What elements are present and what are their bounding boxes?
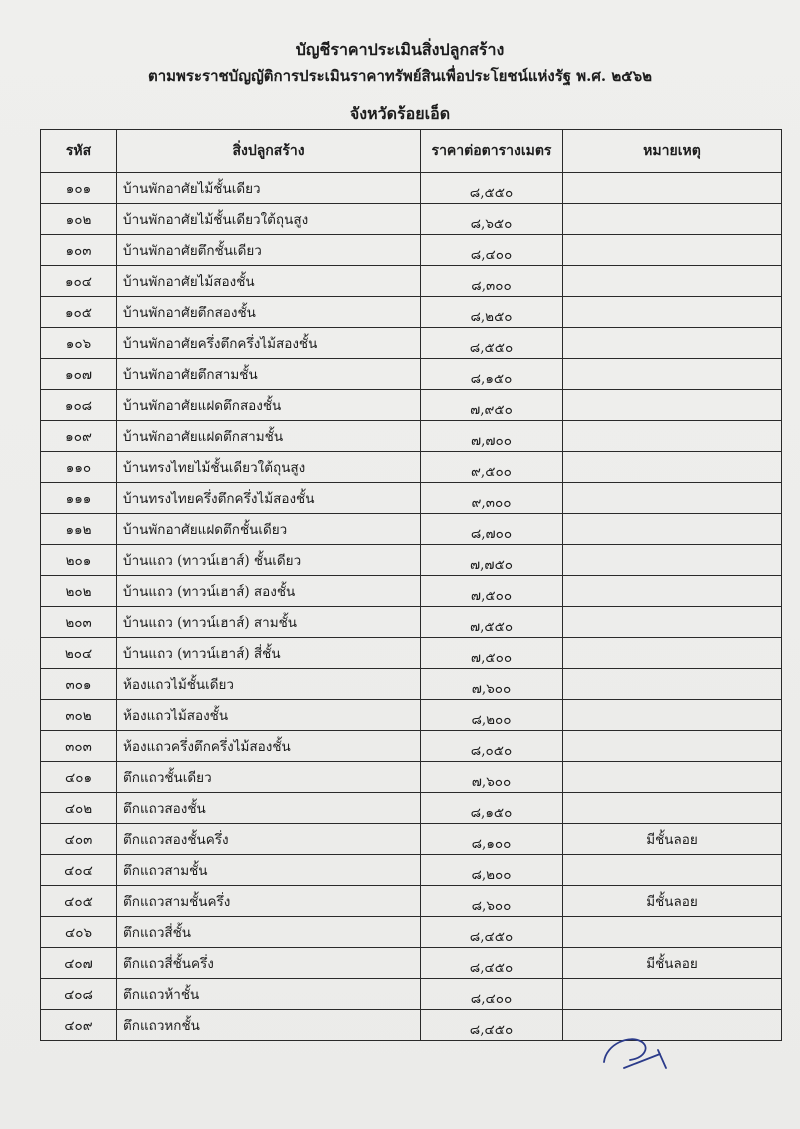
row-note — [563, 452, 782, 483]
table-header-row — [41, 130, 782, 173]
row-note — [563, 731, 782, 762]
row-price: ๘,๕๕๐ — [421, 328, 563, 359]
row-price: ๙,๕๐๐ — [421, 452, 563, 483]
row-note — [563, 607, 782, 638]
row-building-name: บ้านพักอาศัยตึกสองชั้น — [117, 297, 421, 328]
column-header-price: ราคาต่อตารางเมตร — [421, 130, 563, 173]
table-row — [41, 700, 782, 731]
table-row — [41, 948, 782, 979]
row-note — [563, 235, 782, 266]
row-code: ๒๐๑ — [41, 545, 117, 576]
row-code: ๑๐๔ — [41, 266, 117, 297]
row-building-name: ห้องแถวครึ่งตึกครึ่งไม้สองชั้น — [117, 731, 421, 762]
document-subtitle: ตามพระราชบัญญัติการประเมินราคาทรัพย์สินเพื่อประโยชน์แห่งรัฐ พ.ศ. ๒๕๖๒ — [147, 67, 653, 85]
row-note: มีชั้นลอย — [563, 886, 782, 917]
row-note: มีชั้นลอย — [563, 948, 782, 979]
row-code: ๑๐๓ — [41, 235, 117, 266]
table-row — [41, 328, 782, 359]
row-note — [563, 638, 782, 669]
row-note: มีชั้นลอย — [563, 824, 782, 855]
table-row — [41, 793, 782, 824]
table-row — [41, 173, 782, 204]
row-code: ๒๐๓ — [41, 607, 117, 638]
row-price: ๘,๓๐๐ — [421, 266, 563, 297]
row-price: ๗,๖๐๐ — [421, 762, 563, 793]
row-note — [563, 669, 782, 700]
row-price: ๘,๔๕๐ — [421, 917, 563, 948]
row-price: ๘,๔๕๐ — [421, 948, 563, 979]
row-note — [563, 483, 782, 514]
table-row — [41, 452, 782, 483]
table-row — [41, 235, 782, 266]
row-code: ๑๐๑ — [41, 173, 117, 204]
row-price: ๗,๙๕๐ — [421, 390, 563, 421]
table-row — [41, 669, 782, 700]
row-building-name: ตึกแถวสามชั้นครึ่ง — [117, 886, 421, 917]
signature-mark — [600, 1028, 680, 1072]
row-building-name: ตึกแถวห้าชั้น — [117, 979, 421, 1010]
row-note — [563, 793, 782, 824]
row-code: ๔๐๘ — [41, 979, 117, 1010]
table-row — [41, 266, 782, 297]
table-row — [41, 576, 782, 607]
table-row — [41, 421, 782, 452]
row-building-name: บ้านทรงไทยไม้ชั้นเดียวใต้ถุนสูง — [117, 452, 421, 483]
row-building-name: บ้านพักอาศัยไม้ชั้นเดียว — [117, 173, 421, 204]
row-note — [563, 545, 782, 576]
row-building-name: บ้านพักอาศัยแฝดตึกชั้นเดียว — [117, 514, 421, 545]
row-price: ๘,๑๐๐ — [421, 824, 563, 855]
row-building-name: ห้องแถวไม้สองชั้น — [117, 700, 421, 731]
table-row — [41, 607, 782, 638]
row-code: ๔๐๖ — [41, 917, 117, 948]
row-code: ๔๐๔ — [41, 855, 117, 886]
row-building-name: บ้านพักอาศัยแฝดตึกสองชั้น — [117, 390, 421, 421]
row-building-name: ตึกแถวสามชั้น — [117, 855, 421, 886]
row-price: ๘,๐๕๐ — [421, 731, 563, 762]
row-price: ๗,๕๐๐ — [421, 576, 563, 607]
row-code: ๔๐๕ — [41, 886, 117, 917]
row-note — [563, 979, 782, 1010]
row-code: ๔๐๑ — [41, 762, 117, 793]
table-row — [41, 297, 782, 328]
document-title: บัญชีราคาประเมินสิ่งปลูกสร้าง — [295, 40, 505, 59]
row-price: ๘,๗๐๐ — [421, 514, 563, 545]
row-price: ๘,๔๐๐ — [421, 979, 563, 1010]
row-price: ๘,๑๕๐ — [421, 793, 563, 824]
table-row — [41, 359, 782, 390]
row-note — [563, 266, 782, 297]
row-code: ๑๐๕ — [41, 297, 117, 328]
row-code: ๑๑๒ — [41, 514, 117, 545]
row-code: ๑๑๐ — [41, 452, 117, 483]
row-code: ๒๐๒ — [41, 576, 117, 607]
row-code: ๑๐๒ — [41, 204, 117, 235]
row-building-name: บ้านทรงไทยครึ่งตึกครึ่งไม้สองชั้น — [117, 483, 421, 514]
row-price: ๗,๗๐๐ — [421, 421, 563, 452]
row-code: ๓๐๒ — [41, 700, 117, 731]
row-price: ๘,๕๕๐ — [421, 173, 563, 204]
row-price: ๘,๔๕๐ — [421, 1010, 563, 1041]
row-price: ๗,๖๐๐ — [421, 669, 563, 700]
row-code: ๓๐๓ — [41, 731, 117, 762]
row-building-name: บ้านแถว (ทาวน์เฮาส์) สี่ชั้น — [117, 638, 421, 669]
row-price: ๘,๑๕๐ — [421, 359, 563, 390]
row-building-name: บ้านแถว (ทาวน์เฮาส์) ชั้นเดียว — [117, 545, 421, 576]
row-price: ๗,๕๕๐ — [421, 607, 563, 638]
column-header-note: หมายเหตุ — [563, 130, 782, 173]
row-building-name: ตึกแถวสี่ชั้น — [117, 917, 421, 948]
row-price: ๗,๗๕๐ — [421, 545, 563, 576]
row-note — [563, 855, 782, 886]
row-building-name: ห้องแถวไม้ชั้นเดียว — [117, 669, 421, 700]
row-note — [563, 390, 782, 421]
row-note — [563, 576, 782, 607]
province-heading: จังหวัดร้อยเอ็ด — [349, 104, 451, 123]
row-building-name: บ้านพักอาศัยตึกสามชั้น — [117, 359, 421, 390]
row-note — [563, 514, 782, 545]
row-building-name: ตึกแถวชั้นเดียว — [117, 762, 421, 793]
row-code: ๑๐๙ — [41, 421, 117, 452]
row-building-name: บ้านแถว (ทาวน์เฮาส์) สองชั้น — [117, 576, 421, 607]
table-row — [41, 545, 782, 576]
table-row — [41, 204, 782, 235]
row-price: ๘,๖๕๐ — [421, 204, 563, 235]
row-code: ๔๐๒ — [41, 793, 117, 824]
table-row — [41, 638, 782, 669]
row-code: ๓๐๑ — [41, 669, 117, 700]
table-row — [41, 483, 782, 514]
row-code: ๒๐๔ — [41, 638, 117, 669]
row-building-name: ตึกแถวสี่ชั้นครึ่ง — [117, 948, 421, 979]
row-note — [563, 204, 782, 235]
row-code: ๔๐๗ — [41, 948, 117, 979]
row-note — [563, 700, 782, 731]
row-price: ๘,๔๐๐ — [421, 235, 563, 266]
row-code: ๑๐๘ — [41, 390, 117, 421]
row-code: ๑๐๗ — [41, 359, 117, 390]
row-note — [563, 173, 782, 204]
row-price: ๘,๖๐๐ — [421, 886, 563, 917]
table-row — [41, 824, 782, 855]
row-price: ๙,๓๐๐ — [421, 483, 563, 514]
row-note — [563, 328, 782, 359]
row-building-name: ตึกแถวสองชั้น — [117, 793, 421, 824]
row-note — [563, 421, 782, 452]
row-code: ๔๐๙ — [41, 1010, 117, 1041]
row-note — [563, 917, 782, 948]
table-row — [41, 762, 782, 793]
row-building-name: บ้านพักอาศัยแฝดตึกสามชั้น — [117, 421, 421, 452]
table-body — [41, 173, 782, 1041]
table-row — [41, 979, 782, 1010]
table-row — [41, 917, 782, 948]
row-note — [563, 762, 782, 793]
row-building-name: บ้านพักอาศัยตึกชั้นเดียว — [117, 235, 421, 266]
row-building-name: บ้านพักอาศัยไม้สองชั้น — [117, 266, 421, 297]
row-code: ๑๐๖ — [41, 328, 117, 359]
table-row — [41, 855, 782, 886]
row-note — [563, 297, 782, 328]
price-table — [40, 129, 782, 1041]
row-building-name: ตึกแถวหกชั้น — [117, 1010, 421, 1041]
row-code: ๔๐๓ — [41, 824, 117, 855]
column-header-code: รหัส — [41, 130, 117, 173]
row-price: ๘,๒๐๐ — [421, 855, 563, 886]
column-header-building: สิ่งปลูกสร้าง — [117, 130, 421, 173]
table-row — [41, 731, 782, 762]
row-price: ๘,๒๐๐ — [421, 700, 563, 731]
row-building-name: บ้านแถว (ทาวน์เฮาส์) สามชั้น — [117, 607, 421, 638]
row-code: ๑๑๑ — [41, 483, 117, 514]
row-building-name: ตึกแถวสองชั้นครึ่ง — [117, 824, 421, 855]
row-building-name: บ้านพักอาศัยครึ่งตึกครึ่งไม้สองชั้น — [117, 328, 421, 359]
table-row — [41, 390, 782, 421]
table-row — [41, 886, 782, 917]
row-price: ๗,๕๐๐ — [421, 638, 563, 669]
table-row — [41, 514, 782, 545]
row-building-name: บ้านพักอาศัยไม้ชั้นเดียวใต้ถุนสูง — [117, 204, 421, 235]
row-note — [563, 359, 782, 390]
row-price: ๘,๒๕๐ — [421, 297, 563, 328]
